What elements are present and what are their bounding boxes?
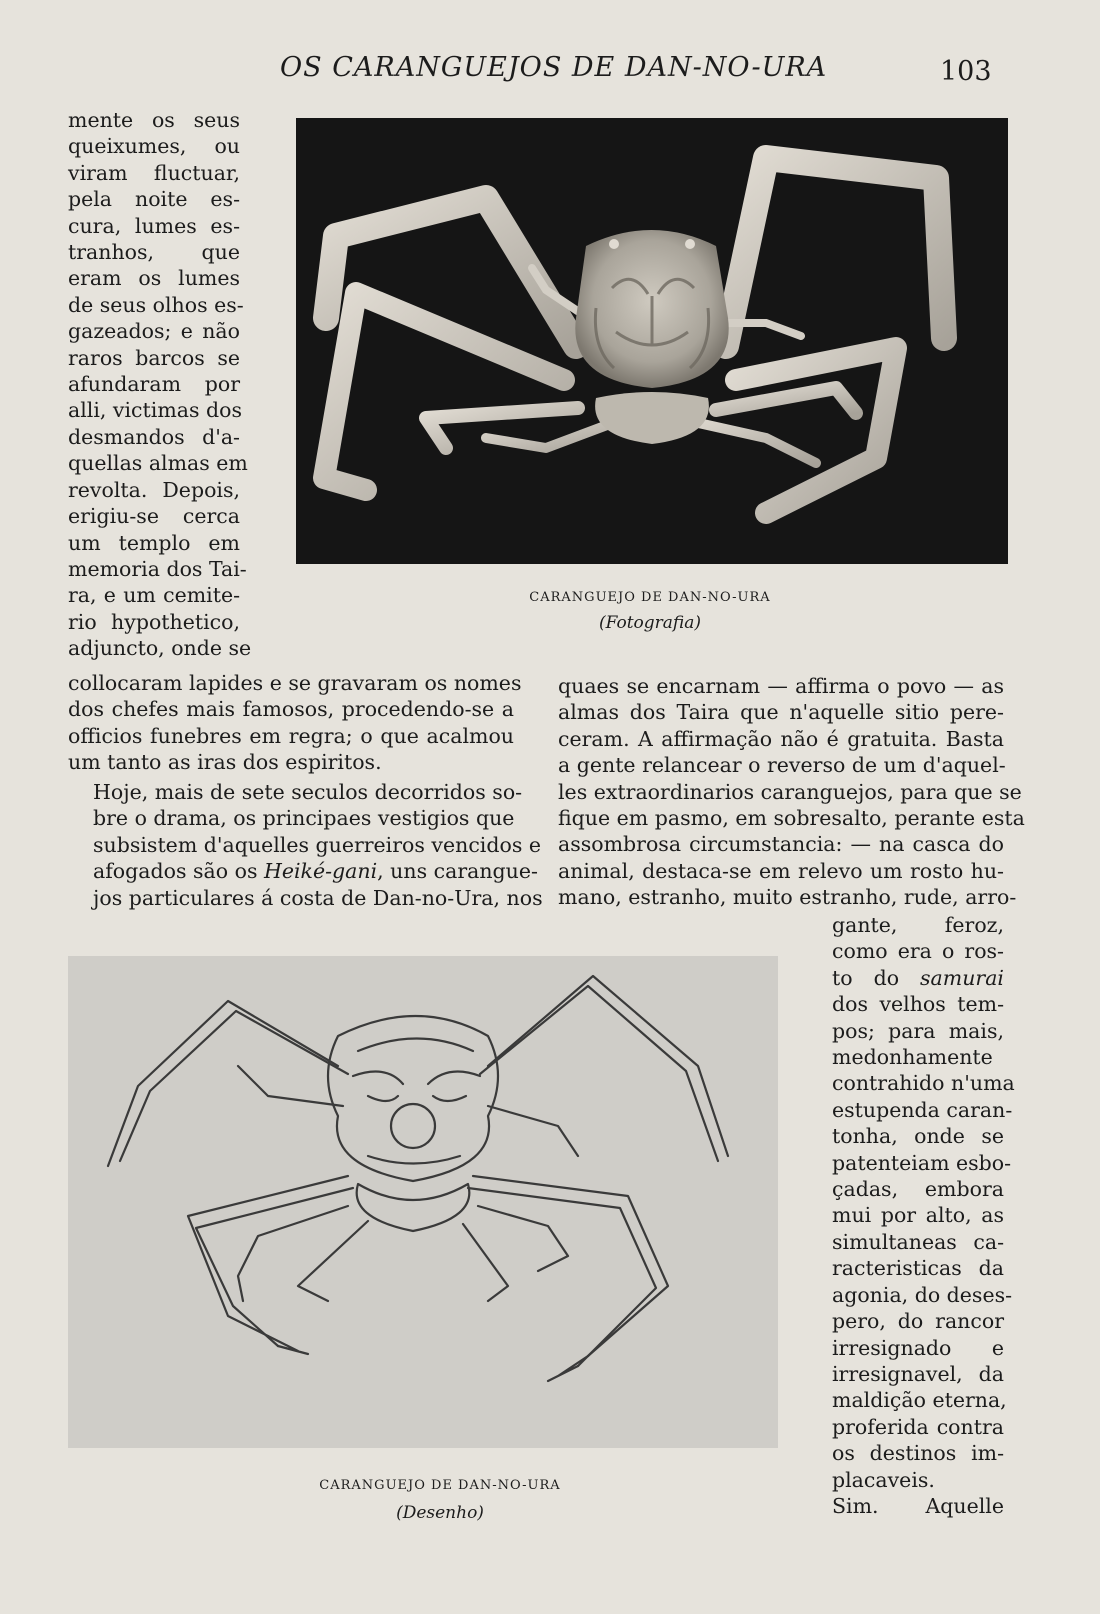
photo-caption: CARANGUEJO DE DAN-NO-URA: [529, 590, 771, 605]
text-fragment: estupenda caran-: [832, 1097, 1013, 1122]
text-fragment: jos particulares á costa de Dan-no-Ura, nos: [93, 885, 543, 910]
running-title: OS CARANGUEJOS DE DAN-NO-URA: [280, 52, 828, 83]
text-fragment: de seus olhos es-: [68, 292, 244, 317]
text-line: [68, 450, 248, 476]
text-fragment: cura, lumes es-: [68, 213, 240, 238]
italic-term: Heiké-gani: [263, 859, 378, 884]
text-fragment: assombrosa circumstancia: — na casca do: [558, 832, 1004, 857]
text-line: [68, 749, 514, 775]
text-line: [68, 160, 240, 186]
text-fragment: ra, e um cemite-: [68, 583, 240, 608]
text-fragment: revolta. Depois,: [68, 477, 240, 502]
text-fragment: pos; para mais,: [832, 1018, 1004, 1043]
text-line: [832, 1440, 1004, 1466]
text-fragment: simultaneas ca-: [832, 1229, 1004, 1254]
text-line: [68, 397, 243, 423]
text-paragraph-left-2: [68, 779, 543, 911]
text-line: [832, 1387, 1007, 1413]
text-line: [558, 673, 1004, 699]
text-fragment: adjuncto, onde se: [68, 636, 252, 661]
text-line: [558, 779, 1022, 805]
text-line: [68, 609, 240, 635]
text-line: [68, 107, 240, 133]
text-fragment: afogados são os: [93, 859, 264, 884]
text-line: [558, 752, 1004, 778]
text-fragment: quellas almas em: [68, 451, 248, 476]
text-fragment: desmandos d'a-: [68, 424, 240, 449]
page-number: 103: [940, 56, 992, 87]
text-line: [68, 318, 240, 344]
text-line: [68, 424, 240, 450]
text-line: [832, 1467, 1004, 1493]
text-line: [832, 1044, 1004, 1070]
text-fragment: almas dos Taira que n'aquelle sitio pere-: [558, 700, 1004, 725]
text-line: [832, 1202, 1004, 1228]
text-fragment: tonha, onde se: [832, 1124, 1004, 1149]
text-paragraph-left-1: [68, 670, 522, 776]
text-line: [832, 1493, 1004, 1519]
text-line: [832, 1018, 1004, 1044]
text-fragment: bre o drama, os principaes vestigios que: [93, 806, 515, 831]
text-line: [832, 965, 1004, 991]
text-line: [68, 239, 240, 265]
text-fragment: gazeados; e não: [68, 319, 240, 344]
text-line: [68, 213, 240, 239]
photo-subcaption: (Fotografia): [598, 613, 702, 633]
text-fragment: pela noite es-: [68, 187, 240, 212]
text-fragment: os destinos im-: [832, 1441, 1004, 1466]
text-fragment: a gente relancear o reverso de um d'aquel-: [558, 753, 1006, 778]
text-fragment: como era o ros-: [832, 939, 1004, 964]
text-fragment: irresignavel, da: [832, 1361, 1004, 1386]
text-fragment: animal, destaca-se em relevo um rosto hu-: [558, 858, 1004, 883]
text-fragment: tranhos, que: [68, 240, 240, 265]
text-column-top-left: [68, 107, 252, 662]
text-line: [558, 726, 1004, 752]
text-fragment: quaes se encarnam — affirma o povo — as: [558, 674, 1004, 698]
text-line: [68, 371, 240, 397]
text-line: [68, 556, 247, 582]
text-fragment: patenteiam esbo-: [832, 1150, 1012, 1175]
text-fragment: mente os seus: [68, 108, 240, 132]
text-line: [68, 265, 240, 291]
text-fragment: queixumes, ou: [68, 134, 240, 159]
text-line: [68, 186, 240, 212]
text-paragraph-right: [558, 673, 1025, 911]
italic-term: samurai: [920, 965, 1004, 990]
text-line: [832, 1176, 1004, 1202]
text-fragment: irresignado e: [832, 1335, 1004, 1360]
text-fragment: çadas, embora: [832, 1177, 1004, 1202]
text-line: [558, 858, 1004, 884]
text-fragment: contrahido n'uma: [832, 1071, 1015, 1096]
text-line: [558, 884, 1017, 910]
text-fragment: mui por alto, as: [832, 1203, 1004, 1228]
text-fragment: subsistem d'aquelles guerreiros vencidos e: [93, 832, 541, 857]
crab-photo-image: [296, 118, 1008, 564]
text-fragment: ceram. A affirmação não é gratuita. Basta: [558, 726, 1004, 751]
crab-drawing-image: [68, 956, 778, 1448]
text-fragment: officios funebres em regra; o que acalmou: [68, 723, 514, 748]
text-fragment: maldição eterna,: [832, 1388, 1007, 1413]
text-line: [832, 991, 1004, 1017]
text-line: [68, 779, 523, 805]
text-fragment: memoria dos Tai-: [68, 556, 247, 581]
text-line: [68, 503, 240, 529]
text-line: [832, 1361, 1004, 1387]
text-line: [558, 805, 1025, 831]
text-fragment: to do: [832, 965, 921, 990]
text-line: [832, 938, 1004, 964]
crab-photograph: [296, 118, 1008, 564]
text-column-bottom-right: [832, 912, 1015, 1519]
text-fragment: dos velhos tem-: [832, 992, 1004, 1017]
drawing-caption: CARANGUEJO DE DAN-NO-URA: [319, 1478, 561, 1493]
text-line: [832, 1123, 1004, 1149]
text-fragment: erigiu-se cerca: [68, 504, 240, 529]
text-line: [68, 670, 522, 696]
text-line: [68, 858, 538, 884]
text-line: [68, 832, 541, 858]
text-fragment: collocaram lapides e se gravaram os nomes: [68, 671, 522, 695]
text-fragment: dos chefes mais famosos, procedendo-se a: [68, 697, 514, 722]
text-fragment: racteristicas da: [832, 1256, 1004, 1281]
text-fragment: mano, estranho, muito estranho, rude, arro-: [558, 885, 1017, 910]
text-fragment: agonia, do deses-: [832, 1282, 1013, 1307]
text-fragment: alli, victimas dos: [68, 398, 243, 423]
text-fragment: viram fluctuar,: [68, 160, 240, 185]
text-line: [832, 912, 1004, 938]
text-line: [558, 699, 1004, 725]
text-fragment: gante, feroz,: [832, 913, 1004, 937]
text-fragment: medonhamente: [832, 1045, 993, 1070]
text-fragment: proferida contra: [832, 1414, 1004, 1439]
text-fragment: eram os lumes: [68, 266, 240, 291]
text-fragment: um tanto as iras dos espiritos.: [68, 750, 382, 775]
text-fragment: fique em pasmo, em sobresalto, perante esta: [558, 806, 1025, 831]
text-line: [68, 723, 514, 749]
text-fragment: , uns carangue-: [377, 859, 538, 884]
text-fragment: Sim. Aquelle: [832, 1493, 1004, 1518]
drawing-subcaption: (Desenho): [396, 1503, 484, 1523]
text-line: [832, 1229, 1004, 1255]
text-line: [68, 530, 240, 556]
text-fragment: rio hypothetico,: [68, 609, 240, 634]
text-line: [832, 1097, 1013, 1123]
text-fragment: Hoje, mais de sete seculos decorridos so-: [93, 780, 523, 804]
text-line: [832, 1414, 1004, 1440]
text-line: [68, 582, 240, 608]
text-line: [68, 805, 514, 831]
text-line: [68, 635, 252, 661]
text-line: [832, 1070, 1015, 1096]
text-line: [68, 133, 240, 159]
text-fragment: raros barcos se: [68, 345, 240, 370]
text-line: [832, 1255, 1004, 1281]
text-line: [68, 345, 240, 371]
text-line: [832, 1150, 1012, 1176]
text-line: [68, 696, 514, 722]
text-line: [68, 477, 240, 503]
text-fragment: placaveis.: [832, 1467, 935, 1492]
text-fragment: les extraordinarios caranguejos, para que se: [558, 779, 1022, 804]
text-line: [832, 1308, 1004, 1334]
crab-drawing: [68, 956, 778, 1448]
text-fragment: pero, do rancor: [832, 1309, 1004, 1334]
text-line: [558, 831, 1004, 857]
text-line: [68, 885, 543, 911]
text-fragment: um templo em: [68, 530, 240, 555]
text-line: [832, 1282, 1013, 1308]
text-fragment: afundaram por: [68, 372, 240, 397]
text-line: [68, 292, 244, 318]
text-line: [832, 1335, 1004, 1361]
